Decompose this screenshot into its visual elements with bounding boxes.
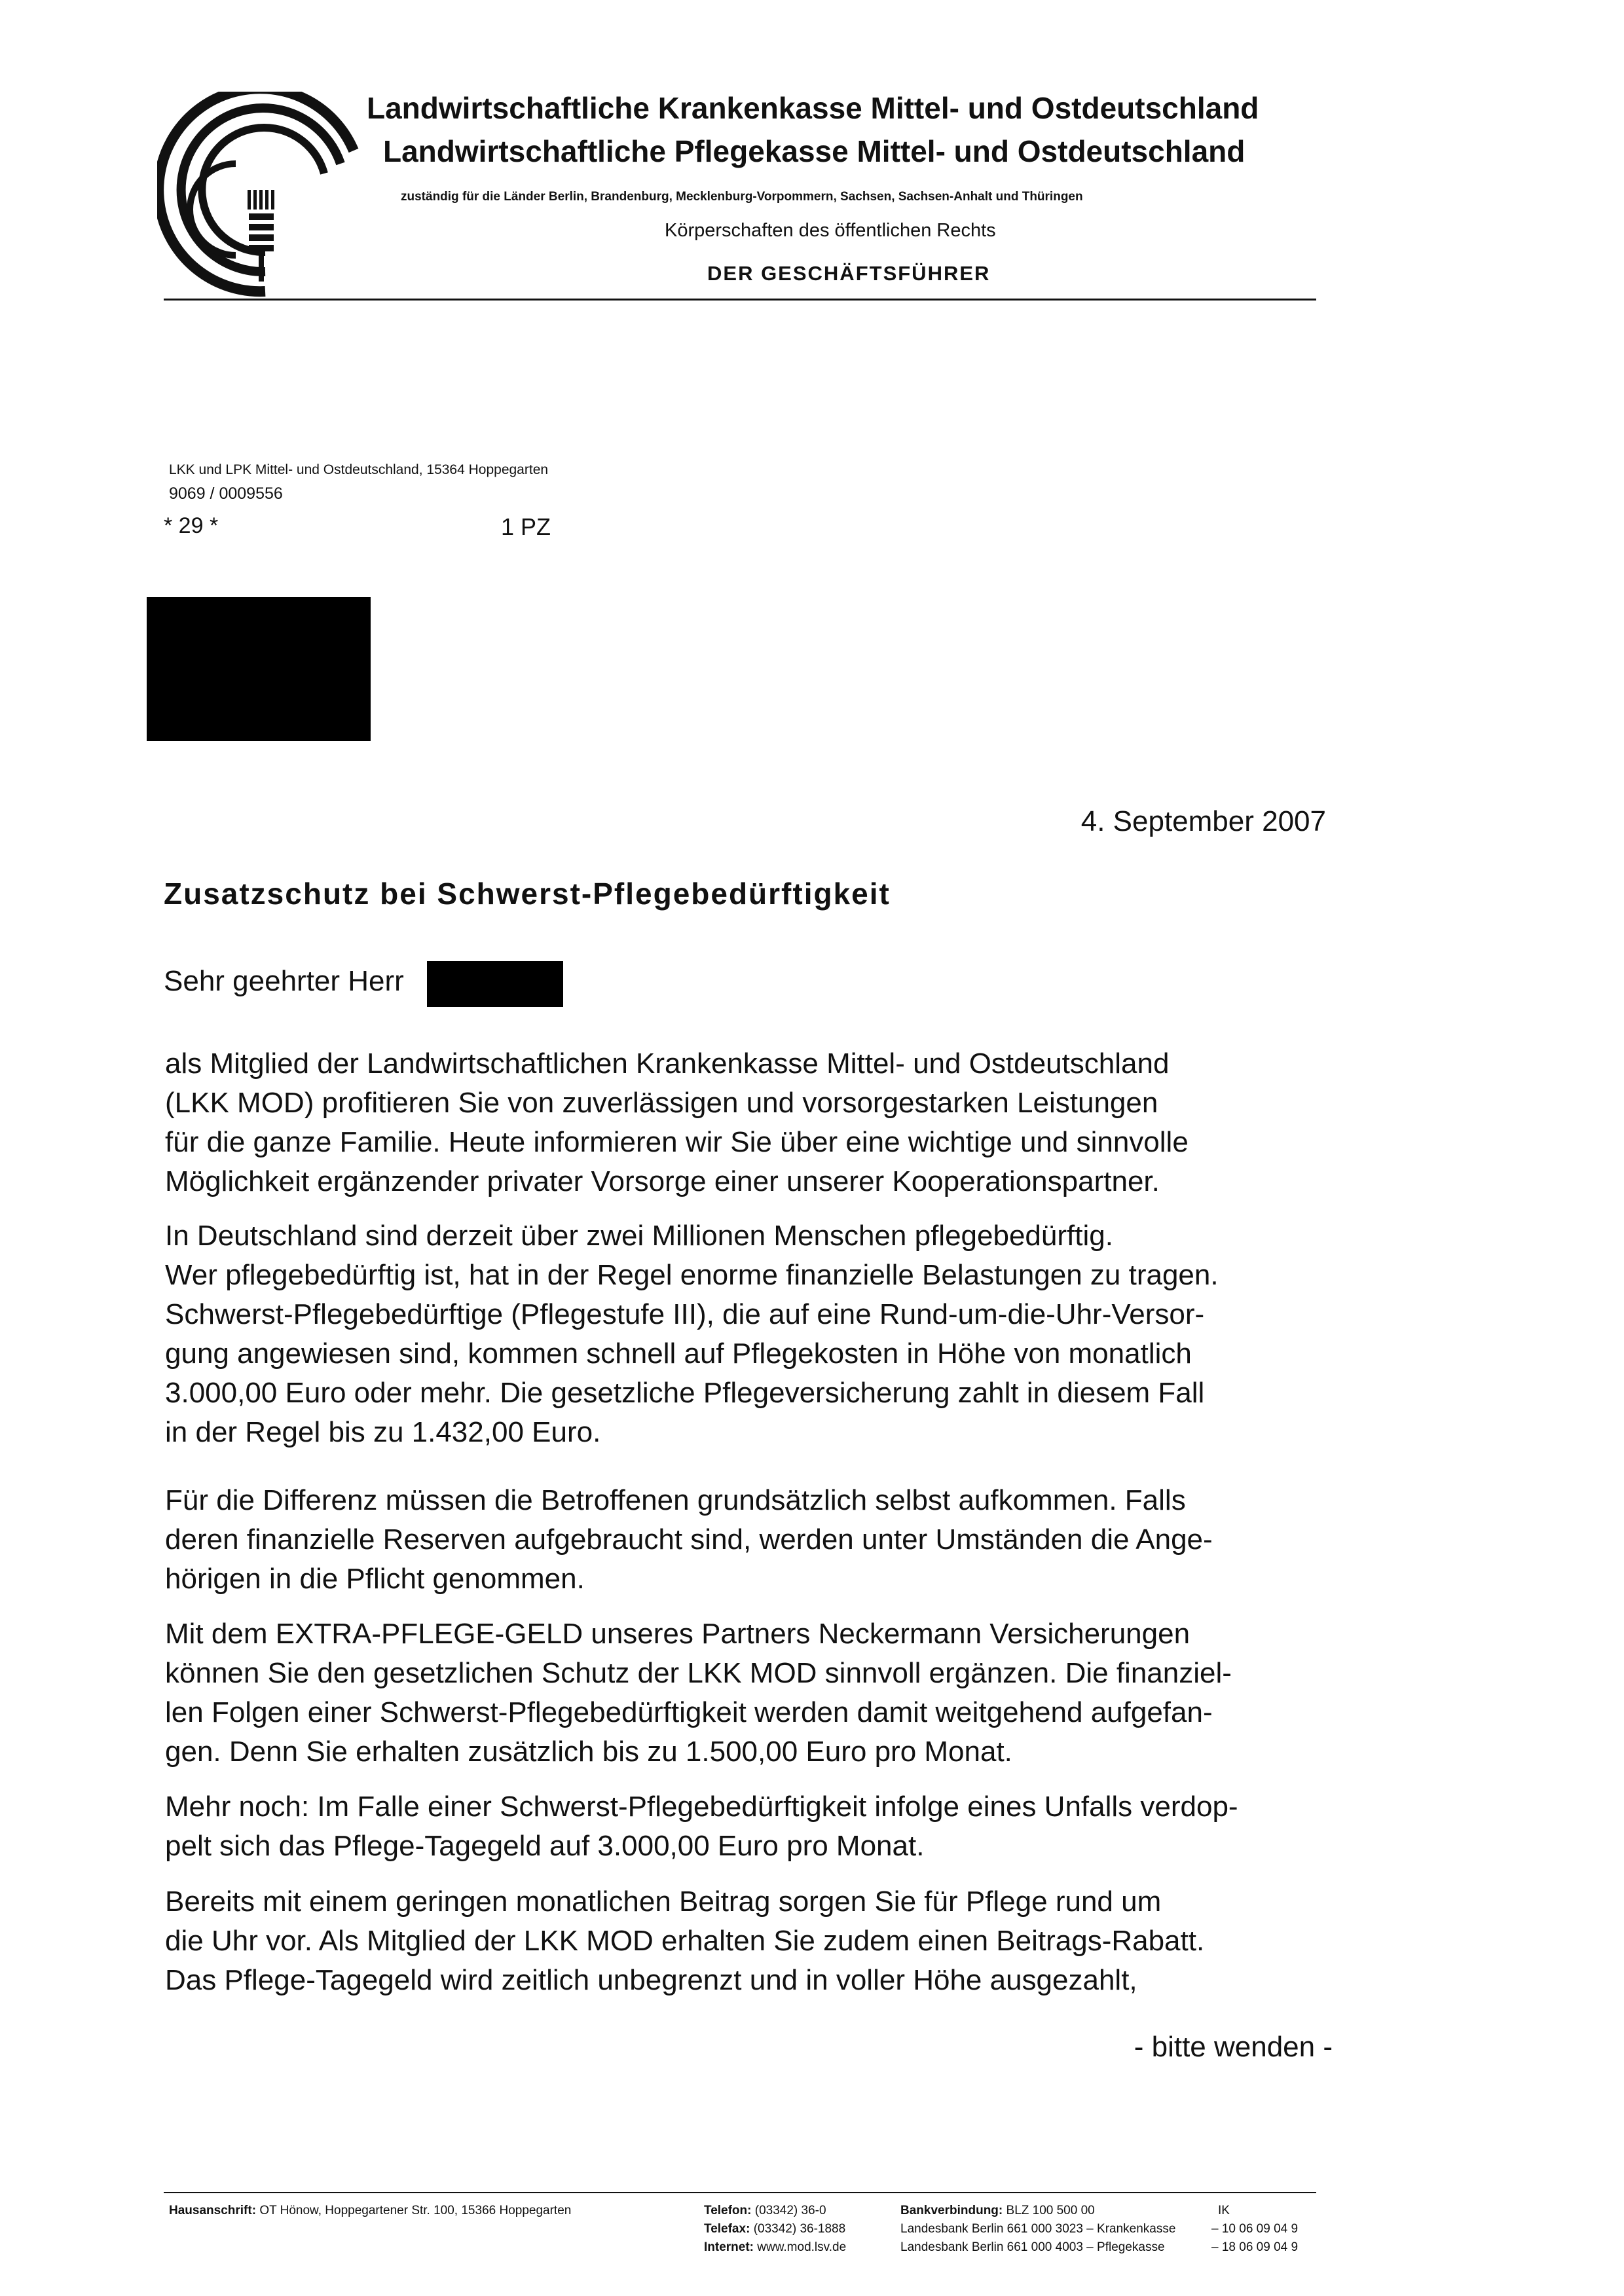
footer-web-label: Internet: bbox=[704, 2240, 754, 2254]
paragraph-line: Das Pflege-Tagegeld wird zeitlich unbegrenzt und in voller Höhe ausgezahlt, bbox=[165, 1964, 1137, 1996]
paragraph-line: (LKK MOD) profitieren Sie von zuverlässigen und vorsorgestarken Leistungen bbox=[165, 1087, 1158, 1119]
paragraph-accident bbox=[165, 1787, 1238, 1866]
paragraph-line: können Sie den gesetzlichen Schutz der LKK MOD sinnvoll ergänzen. Die finanziel- bbox=[165, 1657, 1232, 1689]
paragraph-line: Mit dem EXTRA-PFLEGE-GELD unseres Partners Neckermann Versicherungen bbox=[165, 1618, 1190, 1650]
paragraph-line: Bereits mit einem geringen monatlichen Beitrag sorgen Sie für Pflege rund um bbox=[165, 1886, 1162, 1918]
footer-web-value: www.mod.lsv.de bbox=[757, 2240, 847, 2254]
org-name-krankenkasse: Landwirtschaftliche Krankenkasse Mittel- und Ostdeutschland bbox=[367, 91, 1259, 125]
org-name-pflegekasse: Landwirtschaftliche Pflegekasse Mittel- und Ostdeutschland bbox=[383, 134, 1246, 168]
pz-code: 1 PZ bbox=[501, 513, 551, 540]
paragraph-contribution bbox=[165, 1882, 1204, 2000]
paragraph-line: len Folgen einer Schwerst-Pflegebedürftigkeit werden damit weitgehend aufgefan- bbox=[165, 1696, 1213, 1728]
footer-ik-2: – 18 06 09 04 9 bbox=[1211, 2240, 1299, 2254]
turn-over-note: - bitte wenden - bbox=[1134, 2031, 1333, 2063]
footer-phone bbox=[704, 2204, 826, 2218]
paragraph-line: hörigen in die Pflicht genommen. bbox=[165, 1563, 585, 1595]
letter-date: 4. September 2007 bbox=[1080, 805, 1326, 837]
paragraph-line: 3.000,00 Euro oder mehr. Die gesetzliche Pflegeversicherung zahlt in diesem Fall bbox=[165, 1377, 1205, 1409]
reference-number: 9069 / 0009556 bbox=[169, 484, 283, 503]
sender-return-address: LKK und LPK Mittel- und Ostdeutschland, 15364 Hoppegarten bbox=[169, 462, 549, 477]
redacted-recipient-address bbox=[147, 597, 371, 741]
jurisdiction-line: zuständig für die Länder Berlin, Brandenburg, Mecklenburg-Vorpommern, Sachsen, Sachsen-Anhalt und Thüringen bbox=[401, 190, 1083, 204]
paragraph-extra-pflege-geld bbox=[165, 1614, 1232, 1772]
footer-fax-label: Telefax: bbox=[704, 2222, 750, 2236]
footer-fax-value: (03342) 36-1888 bbox=[753, 2222, 846, 2236]
footer-web bbox=[704, 2240, 846, 2255]
lsv-logo bbox=[157, 92, 367, 301]
footer-phone-label: Telefon: bbox=[704, 2204, 752, 2217]
paragraph-line: als Mitglied der Landwirtschaftlichen Krankenkasse Mittel- und Ostdeutschland bbox=[165, 1048, 1170, 1080]
paragraph-line: für die ganze Familie. Heute informieren wir Sie über eine wichtige und sinnvolle bbox=[165, 1126, 1189, 1158]
paragraph-line: in der Regel bis zu 1.432,00 Euro. bbox=[165, 1416, 601, 1448]
footer-divider bbox=[164, 2192, 1316, 2193]
footer-bank-blz: BLZ 100 500 00 bbox=[1006, 2204, 1095, 2217]
routing-code: * 29 * bbox=[164, 513, 219, 538]
footer-bank-label: Bankverbindung: bbox=[900, 2204, 1003, 2217]
department-title: DER GESCHÄFTSFÜHRER bbox=[707, 262, 991, 285]
paragraph-line: die Uhr vor. Als Mitglied der LKK MOD erhalten Sie zudem einen Beitrags-Rabatt. bbox=[165, 1925, 1205, 1957]
footer-address-value: OT Hönow, Hoppegartener Str. 100, 15366 Hoppegarten bbox=[259, 2204, 572, 2217]
paragraph-line: Möglichkeit ergänzender privater Vorsorge einer unserer Kooperationspartner. bbox=[165, 1165, 1160, 1197]
footer-phone-value: (03342) 36-0 bbox=[754, 2204, 826, 2217]
paragraph-line: pelt sich das Pflege-Tagegeld auf 3.000,00 Euro pro Monat. bbox=[165, 1830, 925, 1862]
salutation: Sehr geehrter Herr bbox=[164, 965, 404, 997]
paragraph-line: gung angewiesen sind, kommen schnell auf Pflegekosten in Höhe von monatlich bbox=[165, 1338, 1192, 1370]
paragraph-line: Wer pflegebedürftig ist, hat in der Regel enorme finanzielle Belastungen zu tragen. bbox=[165, 1259, 1219, 1291]
paragraph-line: In Deutschland sind derzeit über zwei Millionen Menschen pflegebedürftig. bbox=[165, 1220, 1113, 1252]
paragraph-line: gen. Denn Sie erhalten zusätzlich bis zu 1.500,00 Euro pro Monat. bbox=[165, 1736, 1012, 1768]
footer-address-label: Hausanschrift: bbox=[169, 2204, 257, 2217]
footer-bank bbox=[900, 2204, 1095, 2218]
legal-form: Körperschaften des öffentlichen Rechts bbox=[665, 220, 996, 241]
paragraph-care-need bbox=[165, 1216, 1219, 1452]
paragraph-membership bbox=[165, 1044, 1189, 1201]
paragraph-line: deren finanzielle Reserven aufgebraucht sind, werden unter Umständen die Ange- bbox=[165, 1523, 1213, 1556]
paragraph-line: Für die Differenz müssen die Betroffenen grundsätzlich selbst aufkommen. Falls bbox=[165, 1484, 1186, 1516]
footer-address bbox=[169, 2204, 571, 2218]
letter-subject: Zusatzschutz bei Schwerst-Pflegebedürftigkeit bbox=[164, 877, 891, 911]
paragraph-line: Schwerst-Pflegebedürftige (Pflegestufe III), die auf eine Rund-um-die-Uhr-Versor- bbox=[165, 1298, 1205, 1330]
footer-ik-1: – 10 06 09 04 9 bbox=[1211, 2222, 1299, 2236]
redacted-name bbox=[427, 961, 563, 1007]
header-divider bbox=[164, 299, 1316, 301]
paragraph-line: Mehr noch: Im Falle einer Schwerst-Pflegebedürftigkeit infolge eines Unfalls verdop- bbox=[165, 1791, 1238, 1823]
footer-ik-label: IK bbox=[1218, 2204, 1230, 2217]
footer-bank-line-2: Landesbank Berlin 661 000 4003 – Pflegekasse bbox=[900, 2240, 1165, 2254]
footer-bank-line-1: Landesbank Berlin 661 000 3023 – Krankenkasse bbox=[900, 2222, 1176, 2236]
paragraph-difference bbox=[165, 1481, 1213, 1599]
footer-fax bbox=[704, 2222, 845, 2236]
